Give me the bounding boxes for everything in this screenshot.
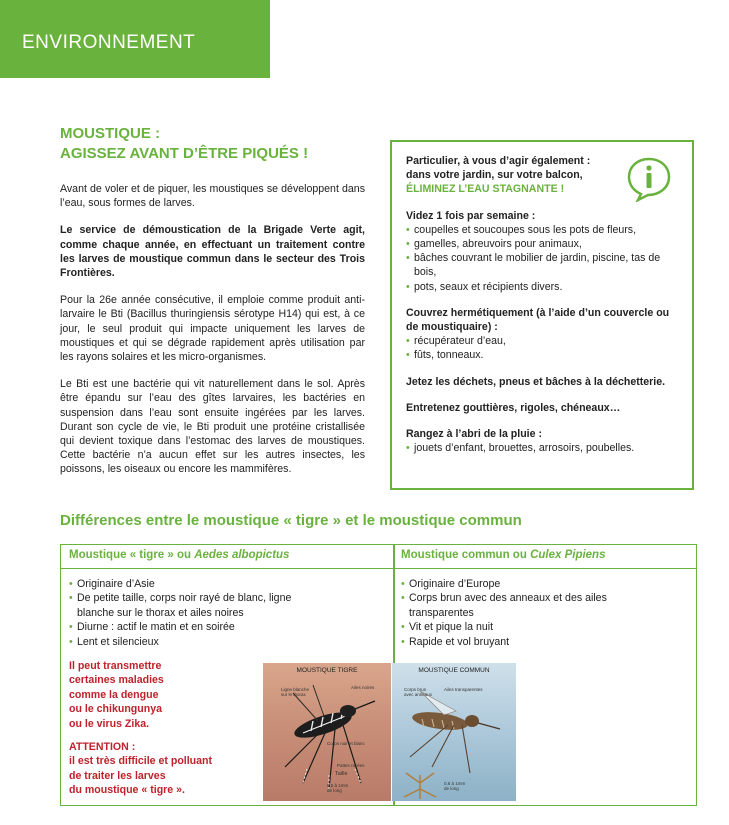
warning-line: ou le virus Zika.	[69, 717, 150, 730]
list-item: • récupérateur d’eau,	[406, 334, 678, 348]
article-paragraph: Le Bti est une bactérie qui vit naturellement dans le sol. Après être épandu sur l’eau des gîtes larvaires, les bactéries en suspension dans l’eau sont ensuite ingérées par les larves. Durant son cycle de vie, le Bti produit une protéine cristallisée qui devient toxique dans l’estomac des larves de moustiques. Cette bactérie n’a aucun effet sur les autres insectes, les poissons, les oiseaux ou encore les mammifères.	[60, 378, 365, 476]
common-mosquito-photo	[392, 663, 516, 801]
article-paragraph-bold: Le service de démoustication de la Brigade Verte agit, comme chaque année, en effectuant un traitement contre les larves de moustique commun dans le secteur des Trois Frontières.	[60, 224, 365, 280]
list-item: • Originaire d’Europe	[401, 577, 671, 591]
list-item: • Rapide et vol bruyant	[401, 635, 671, 649]
article-paragraph: Avant de voler et de piquer, les moustiques se développent dans l’eau, sous formes de larves.	[60, 183, 365, 210]
list-item: • Vit et pique la nuit	[401, 620, 671, 634]
tiger-size-title: Taille	[335, 771, 348, 777]
tiger-photo-label: MOUSTIQUE TIGRE	[296, 667, 358, 674]
treatment-warning	[69, 740, 212, 798]
tiger-note: Ligne blanche sur le thorax	[281, 687, 310, 697]
list-item: • fûts, tonneaux.	[406, 348, 678, 362]
warning-line: de traiter les larves	[69, 769, 166, 782]
gutter-advice: Entretenez gouttières, rigoles, chéneaux…	[406, 401, 621, 414]
tiger-size-note: 0,5 à 1mm de long	[327, 783, 349, 793]
tiger-note: Pattes rayées	[337, 763, 365, 768]
disease-warning	[69, 659, 164, 731]
shelter-title: Rangez à l’abri de la pluie :	[406, 428, 542, 441]
article-title-line2: AGISSEZ AVANT D’ÊTRE PIQUÉS !	[60, 145, 309, 162]
warning-line: comme la dengue	[69, 688, 159, 701]
info-icon	[626, 156, 672, 202]
warning-line: ATTENTION :	[69, 741, 136, 753]
list-item: • Lent et silencieux	[69, 635, 319, 649]
common-note: Ailes transparentes	[444, 687, 483, 692]
tiger-mosquito-illustration	[263, 663, 391, 801]
tiger-note: Corps noir et blanc	[327, 741, 365, 746]
article-title	[60, 124, 308, 164]
cover-title: Couvrez hermétiquement (à l’aide d’un couvercle ou de moustiquaire) :	[406, 306, 670, 334]
article-body	[60, 182, 365, 490]
tiger-mosquito-photo	[263, 663, 391, 801]
tiger-header-prefix: Moustique « tigre » ou	[69, 549, 195, 561]
section-banner-label: ENVIRONNEMENT	[22, 32, 196, 53]
comparison-table	[60, 544, 697, 806]
warning-line: ou le chikungunya	[69, 703, 163, 716]
article-title-line1: MOUSTIQUE :	[60, 125, 160, 142]
tiger-note: Ailes noires	[351, 685, 375, 690]
list-item: • coupelles et soucoupes sous les pots de fleurs,	[406, 223, 678, 237]
list-item: • bâches couvrant le mobilier de jardin, piscine, tas de bois,	[406, 251, 678, 279]
weekly-list	[406, 223, 678, 294]
common-size-note: 0,6 à 1mm de long	[444, 781, 466, 791]
common-header-latin: Culex Pipiens	[530, 549, 606, 561]
list-item: • De petite taille, corps noir rayé de blanc, ligne blanche sur le thorax et ailes noires	[69, 591, 319, 620]
differences-title: Différences entre le moustique « tigre » et le moustique commun	[60, 512, 522, 529]
advice-intro-1: Particulier, à vous d’agir également :	[406, 155, 591, 167]
warning-line: il est très difficile et polluant	[69, 755, 213, 768]
waste-advice: Jetez les déchets, pneus et bâches à la déchetterie.	[406, 375, 666, 388]
article-paragraph: Pour la 26e année consécutive, il emploie comme produit anti-larvaire le Bti (Bacillus thuringiensis sérotype H14) qui est, à ce jour, le seul produit qui impacte uniquement les larves de moustiques et qui se dégrade rapidement après utilisation par les rayons solaires et les micro-organismes.	[60, 294, 365, 364]
common-note: Corps brun avec anneaux	[404, 687, 433, 697]
shelter-list	[406, 441, 678, 455]
advice-intro-2: dans votre jardin, sur votre balcon,	[406, 169, 583, 182]
tiger-header-latin: Aedes albopictus	[194, 549, 290, 561]
list-item: • Diurne : actif le matin et en soirée	[69, 620, 319, 634]
list-item: • gamelles, abreuvoirs pour animaux,	[406, 237, 678, 251]
warning-line: du moustique « tigre ».	[69, 784, 185, 797]
list-item: • Corps brun avec des anneaux et des ailes transparentes	[401, 591, 671, 620]
list-item: • pots, seaux et récipients divers.	[406, 280, 678, 294]
weekly-title: Videz 1 fois par semaine :	[406, 209, 536, 222]
common-traits	[401, 577, 671, 649]
common-header-prefix: Moustique commun ou	[401, 549, 531, 561]
advice-box	[390, 140, 694, 490]
list-item: • jouets d’enfant, brouettes, arrosoirs, poubelles.	[406, 441, 678, 455]
tiger-header	[69, 549, 289, 561]
common-photo-label: MOUSTIQUE COMMUN	[418, 667, 490, 674]
tiger-traits	[69, 577, 319, 649]
advice-headline: ÉLIMINEZ L’EAU STAGNANTE !	[406, 183, 565, 196]
warning-line: certaines maladies	[69, 674, 164, 687]
list-item: • Originaire d’Asie	[69, 577, 319, 591]
common-header	[401, 549, 605, 561]
cover-list	[406, 334, 678, 362]
warning-line: Il peut transmettre	[69, 660, 162, 672]
